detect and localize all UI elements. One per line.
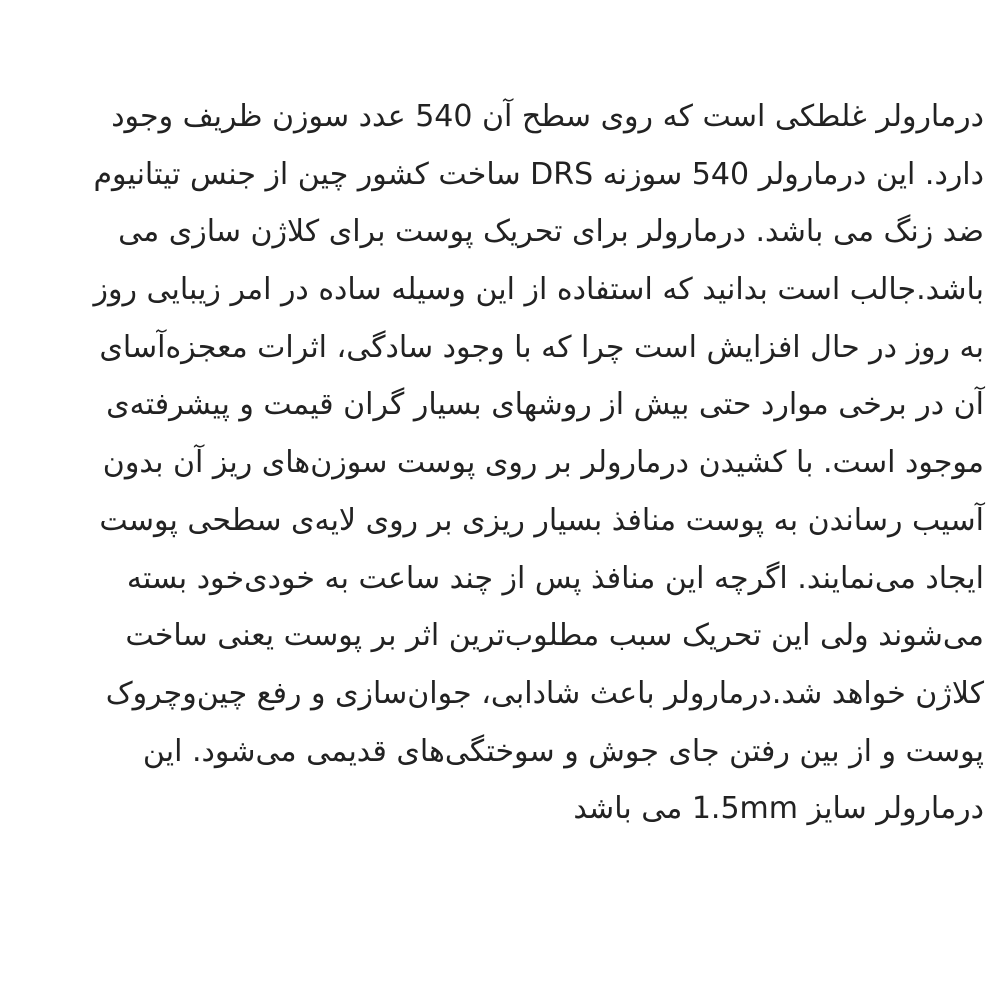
description-line: باشد.جالب است بدانید که استفاده از این وسیله ساده در امر زیبایی روز <box>93 272 984 308</box>
description-line: درمارولر غلطکی است که روی سطح آن 540 عدد سوزن ظریف وجود <box>111 99 984 134</box>
product-description <box>8 88 984 838</box>
description-line: آسیب رساندن به پوست منافذ بسیار ریزی بر روی لایه‌ی سطحی پوست <box>99 502 984 538</box>
description-line: آن در برخی موارد حتی بیش از روشهای بسیار گران قیمت و پیشرفته‌ی <box>106 387 984 423</box>
description-line: موجود است. با کشیدن درمارولر بر روی پوست سوزن‌های ریز آن بدون <box>102 445 984 481</box>
description-line: ایجاد می‌نمایند. اگرچه این منافذ پس از چند ساعت به خودی‌خود بسته <box>126 560 984 596</box>
description-line: ضد زنگ می باشد. درمارولر برای تحریک پوست برای کلاژن سازی می <box>118 214 984 250</box>
description-line: دارد. این درمارولر 540 سوزنه DRS ساخت کشور چین از جنس تیتانیوم <box>93 156 984 192</box>
description-line: به روز در حال افزایش است چرا که با وجود سادگی، اثرات معجزه‌آسای <box>99 329 984 365</box>
description-line: درمارولر سایز 1.5mm می باشد <box>573 791 984 827</box>
description-line: کلاژن خواهد شد.درمارولر باعث شادابی، جوان‌سازی و رفع چین‌وچروک <box>105 675 984 711</box>
description-line: پوست و از بین رفتن جای جوش و سوختگی‌های قدیمی می‌شود. این <box>142 733 984 769</box>
description-line: می‌شوند ولی این تحریک سبب مطلوب‌ترین اثر بر پوست یعنی ساخت <box>125 618 984 654</box>
